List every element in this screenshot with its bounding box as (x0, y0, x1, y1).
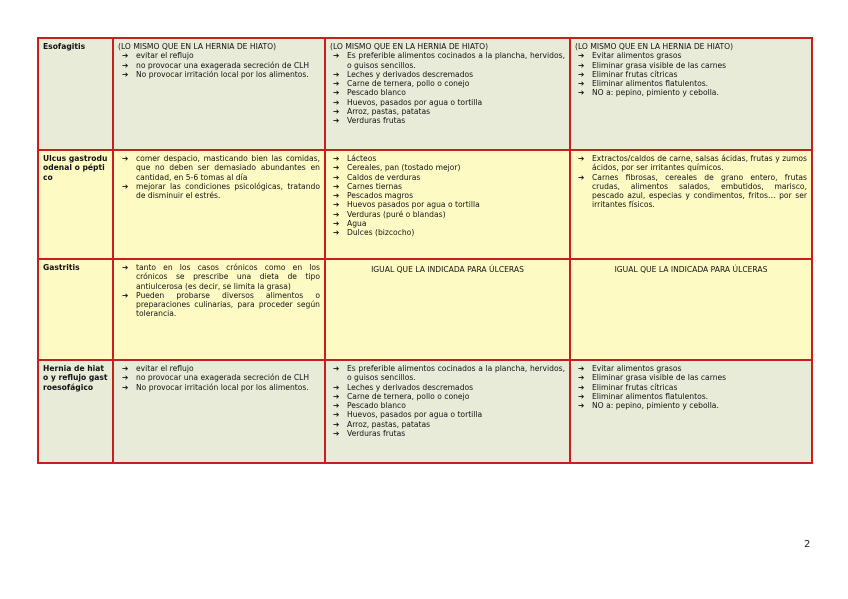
bullet-list (118, 154, 320, 200)
right-arrow-icon: ➔ (333, 163, 340, 173)
list-item (330, 163, 565, 172)
list-item-text: Huevos pasados por agua o tortilla (347, 200, 480, 210)
condition-cell: Ulcus gastroduodenal o péptico (38, 150, 113, 259)
list-item-text: Verduras frutas (347, 429, 406, 439)
right-arrow-icon: ➔ (122, 382, 129, 392)
right-arrow-icon: ➔ (578, 401, 585, 411)
right-arrow-icon: ➔ (333, 181, 340, 191)
list-item-text: Pescado blanco (347, 88, 406, 98)
right-arrow-icon: ➔ (122, 263, 129, 272)
list-item-text: Eliminar grasa visible de las carnes (592, 373, 727, 383)
list-item (575, 392, 807, 401)
bullet-list (575, 364, 807, 410)
list-item (575, 79, 807, 88)
right-arrow-icon: ➔ (333, 191, 340, 201)
right-arrow-icon: ➔ (333, 51, 340, 61)
list-item-text: Carne de ternera, pollo o conejo (347, 79, 470, 89)
right-arrow-icon: ➔ (333, 401, 340, 411)
list-item-text: No provocar irritación local por los alimentos. (136, 69, 309, 79)
avoid-cell (570, 360, 812, 463)
list-item (575, 70, 807, 79)
right-arrow-icon: ➔ (122, 60, 129, 70)
list-item (118, 182, 320, 201)
list-item (330, 191, 565, 200)
right-arrow-icon: ➔ (578, 79, 585, 89)
condition-cell: Gastritis (38, 259, 113, 360)
list-item-text: NO a: pepino, pimiento y cebolla. (592, 88, 719, 98)
list-item (118, 61, 320, 70)
list-item-text: Cereales, pan (tostado mejor) (347, 163, 461, 173)
list-item-text: Leches y derivados descremados (347, 382, 474, 392)
list-item-text: Es preferible alimentos cocinados a la plancha, hervidos, o guisos sencillos. (347, 364, 565, 383)
list-item-text: Verduras (puré o blandas) (347, 209, 446, 219)
list-item (330, 182, 565, 191)
right-arrow-icon: ➔ (333, 429, 340, 439)
list-item-text: Arroz, pastas, patatas (347, 419, 431, 429)
right-arrow-icon: ➔ (333, 88, 340, 98)
bullet-list (118, 364, 320, 392)
list-item (118, 373, 320, 382)
right-arrow-icon: ➔ (333, 419, 340, 429)
right-arrow-icon: ➔ (578, 364, 585, 373)
recommended-cell (325, 38, 570, 150)
right-arrow-icon: ➔ (333, 364, 340, 373)
bullet-list (575, 51, 807, 97)
right-arrow-icon: ➔ (578, 154, 585, 163)
list-item (575, 51, 807, 60)
list-item (330, 200, 565, 209)
list-item (575, 88, 807, 97)
right-arrow-icon: ➔ (578, 69, 585, 79)
right-arrow-icon: ➔ (333, 219, 340, 229)
list-item (575, 373, 807, 382)
advice-cell (113, 150, 325, 259)
list-item-text: Caldos de verduras (347, 172, 421, 182)
right-arrow-icon: ➔ (333, 209, 340, 219)
list-item-text: Verduras frutas (347, 116, 406, 126)
list-item-text: Evitar alimentos grasos (592, 364, 682, 373)
list-item-text: Eliminar alimentos flatulentos. (592, 79, 709, 89)
list-item (575, 154, 807, 173)
right-arrow-icon: ➔ (578, 391, 585, 401)
right-arrow-icon: ➔ (578, 382, 585, 392)
recommended-cell (325, 259, 570, 360)
list-item-text: Evitar alimentos grasos (592, 51, 682, 61)
bullet-list (330, 364, 565, 438)
list-item (330, 79, 565, 88)
table-row (38, 259, 812, 360)
list-item-text: Arroz, pastas, patatas (347, 107, 431, 117)
list-item-text: Pueden probarse diversos alimentos o preparaciones culinarias, para proceder según tolerancia. (136, 290, 320, 319)
list-item (330, 410, 565, 419)
page-number: 2 (804, 539, 811, 550)
advice-cell (113, 360, 325, 463)
right-arrow-icon: ➔ (122, 364, 129, 373)
list-item (575, 401, 807, 410)
right-arrow-icon: ➔ (578, 60, 585, 70)
list-item (330, 116, 565, 125)
list-item (330, 70, 565, 79)
list-item-text: evitar el reflujo (136, 51, 194, 61)
list-item (330, 383, 565, 392)
condition-cell: Esofagitis (38, 38, 113, 150)
list-item (330, 364, 565, 383)
same-as-ulcer-text: IGUAL QUE LA INDICADA PARA ÚLCERAS (371, 265, 524, 274)
right-arrow-icon: ➔ (333, 154, 340, 163)
list-item (575, 173, 807, 210)
advice-cell (113, 259, 325, 360)
right-arrow-icon: ➔ (578, 51, 585, 61)
right-arrow-icon: ➔ (578, 88, 585, 98)
list-item-text: mejorar las condiciones psicológicas, tratando de disminuir el estrés. (136, 181, 320, 201)
list-item-text: no provocar una exagerada secreción de CLH (136, 373, 310, 383)
list-item-text: comer despacio, masticando bien las comidas, que no deben ser demasiado abundantes en cantidad, en 5-6 tomas al día (136, 154, 320, 182)
right-arrow-icon: ➔ (578, 172, 585, 182)
list-item (330, 219, 565, 228)
list-item (330, 420, 565, 429)
list-item (118, 70, 320, 79)
list-item-text: tanto en los casos crónicos como en los crónicos se prescribe una dieta de tipo antiulcerosa (es decir, se limita la grasa) (136, 263, 320, 291)
right-arrow-icon: ➔ (122, 69, 129, 79)
list-item (330, 88, 565, 97)
right-arrow-icon: ➔ (333, 116, 340, 126)
list-item (330, 210, 565, 219)
list-item-text: Extractos/caldos de carne, salsas ácidas, frutas y zumos ácidos, por ser irritantes químicos. (592, 154, 807, 173)
avoid-cell (570, 150, 812, 259)
right-arrow-icon: ➔ (333, 79, 340, 89)
list-item-text: Lácteos (347, 154, 377, 163)
list-item-text: no provocar una exagerada secreción de CLH (136, 60, 310, 70)
list-item-text: Eliminar frutas cítricas (592, 382, 678, 392)
list-item (575, 61, 807, 70)
right-arrow-icon: ➔ (578, 373, 585, 383)
list-item-text: Carne de ternera, pollo o conejo (347, 391, 470, 401)
list-item (575, 364, 807, 373)
list-item (330, 107, 565, 116)
right-arrow-icon: ➔ (333, 200, 340, 210)
list-item (118, 383, 320, 392)
right-arrow-icon: ➔ (333, 97, 340, 107)
list-item (330, 392, 565, 401)
list-item-text: Eliminar frutas cítricas (592, 69, 678, 79)
avoid-cell (570, 259, 812, 360)
list-item-text: Agua (347, 219, 367, 229)
right-arrow-icon: ➔ (333, 69, 340, 79)
list-item (330, 98, 565, 107)
right-arrow-icon: ➔ (122, 181, 129, 191)
right-arrow-icon: ➔ (122, 290, 129, 300)
table-row (38, 360, 812, 463)
right-arrow-icon: ➔ (333, 107, 340, 117)
list-item (330, 228, 565, 237)
right-arrow-icon: ➔ (122, 373, 129, 383)
list-item-text: evitar el reflujo (136, 364, 194, 373)
right-arrow-icon: ➔ (333, 391, 340, 401)
list-item-text: Carnes tiernas (347, 181, 402, 191)
recommended-cell (325, 360, 570, 463)
bullet-list (118, 263, 320, 319)
list-item-text: Eliminar alimentos flatulentos. (592, 391, 709, 401)
list-item (118, 263, 320, 291)
condition-cell: Hernia de hiato y reflujo gastroesofágico (38, 360, 113, 463)
list-item (330, 51, 565, 70)
right-arrow-icon: ➔ (122, 154, 129, 163)
same-as-ulcer-text: IGUAL QUE LA INDICADA PARA ÚLCERAS (614, 265, 768, 274)
list-item-text: Leches y derivados descremados (347, 69, 474, 79)
list-item (330, 154, 565, 163)
right-arrow-icon: ➔ (122, 51, 129, 61)
bullet-list (575, 154, 807, 210)
list-item (118, 154, 320, 182)
list-item-text: Pescados magros (347, 191, 414, 201)
recommended-cell (325, 150, 570, 259)
cell-intro: (LO MISMO QUE EN LA HERNIA DE HIATO) (330, 42, 489, 51)
list-item (330, 401, 565, 410)
list-item-text: Huevos, pasados por agua o tortilla (347, 97, 483, 107)
advice-cell (113, 38, 325, 150)
list-item (575, 383, 807, 392)
list-item (118, 51, 320, 60)
list-item-text: Eliminar grasa visible de las carnes (592, 60, 727, 70)
list-item-text: NO a: pepino, pimiento y cebolla. (592, 401, 719, 411)
cell-intro: (LO MISMO QUE EN LA HERNIA DE HIATO) (118, 42, 277, 51)
list-item (330, 173, 565, 182)
list-item-text: Pescado blanco (347, 401, 406, 411)
bullet-list (118, 51, 320, 79)
list-item (118, 291, 320, 319)
list-item-text: Dulces (bizcocho) (347, 228, 415, 238)
list-item-text: Es preferible alimentos cocinados a la plancha, hervidos, o guisos sencillos. (347, 51, 565, 70)
table-row (38, 150, 812, 259)
right-arrow-icon: ➔ (333, 228, 340, 238)
right-arrow-icon: ➔ (333, 382, 340, 392)
bullet-list (330, 154, 565, 238)
right-arrow-icon: ➔ (333, 410, 340, 420)
bullet-list (330, 51, 565, 125)
right-arrow-icon: ➔ (333, 172, 340, 182)
avoid-cell (570, 38, 812, 150)
cell-intro: (LO MISMO QUE EN LA HERNIA DE HIATO) (575, 42, 734, 51)
table-row (38, 38, 812, 150)
list-item (118, 364, 320, 373)
diet-table (37, 37, 813, 464)
list-item (330, 429, 565, 438)
list-item-text: No provocar irritación local por los alimentos. (136, 382, 309, 392)
list-item-text: Carnes fibrosas, cereales de grano entero, frutas crudas, alimentos salados, embutidos, marisco, pescado azul, especias y condimentos, fritos… por ser irritantes físicos. (592, 172, 807, 210)
list-item-text: Huevos, pasados por agua o tortilla (347, 410, 483, 420)
